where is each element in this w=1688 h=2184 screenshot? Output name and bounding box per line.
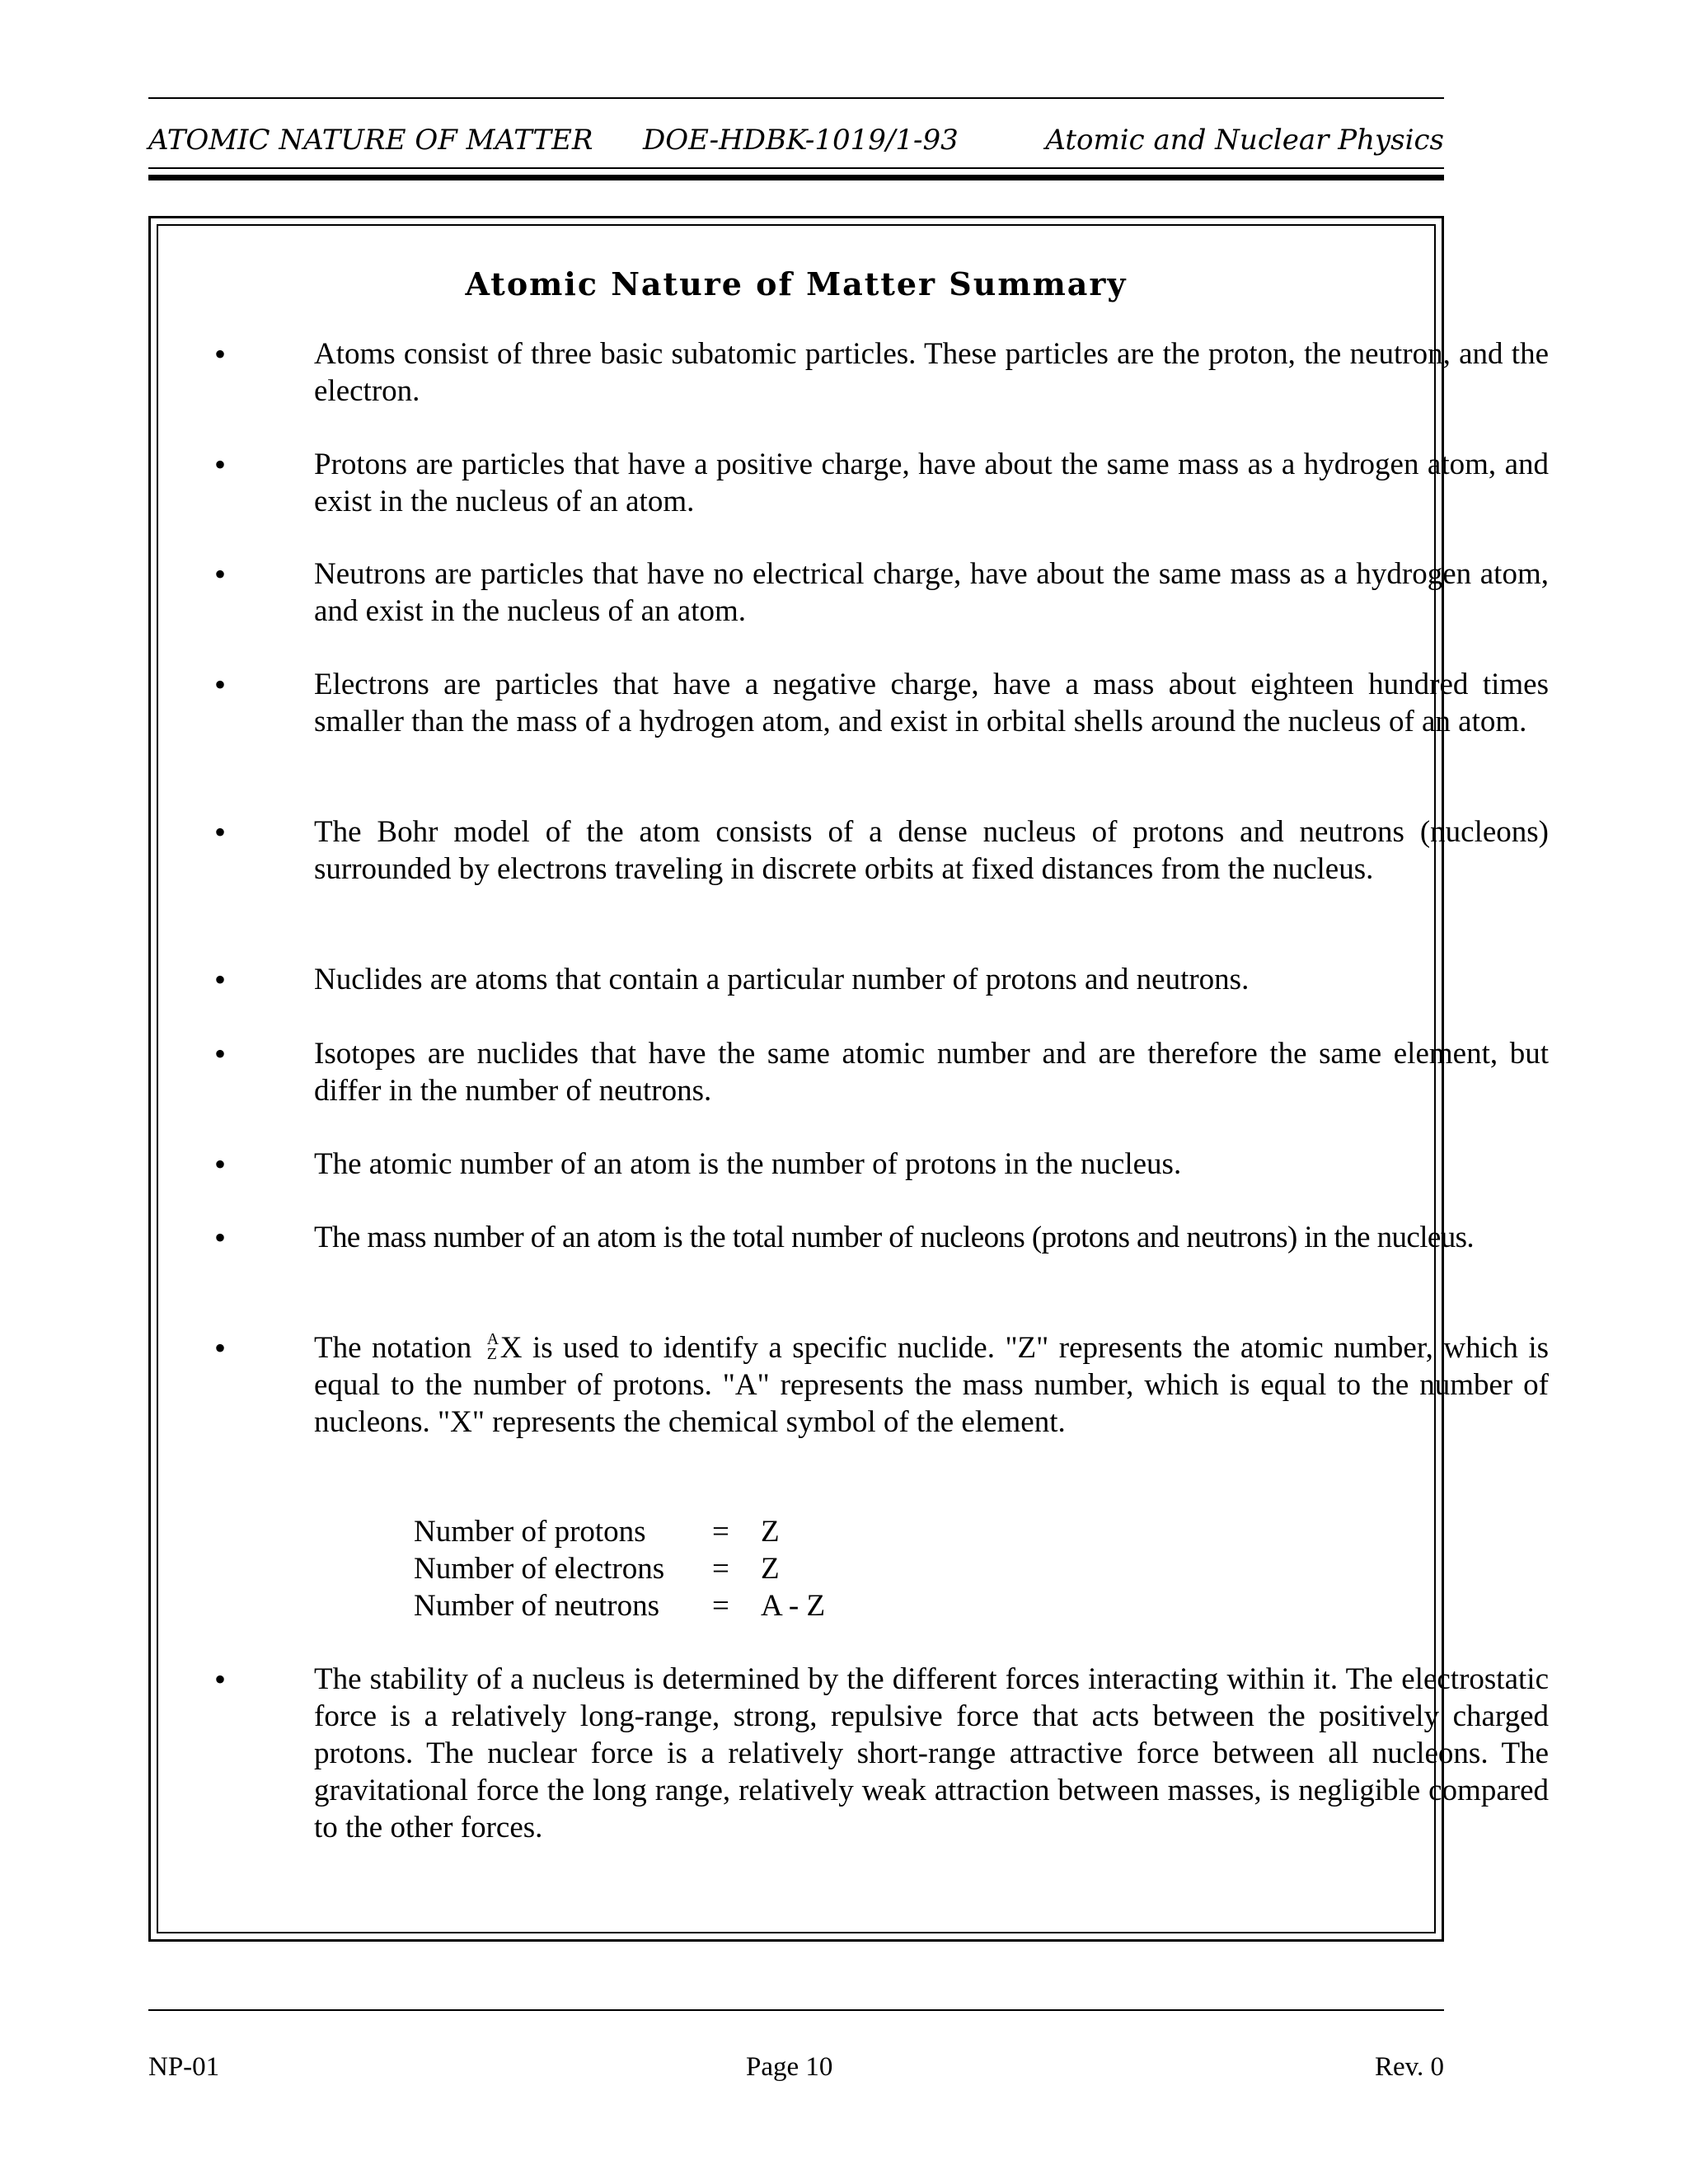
bullet-text: Electrons are particles that have a negative charge, have a mass about eighteen hundred times smaller than the mass of a hydrogen atom, and exist in orbital shells around the nucleus of an atom. — [314, 668, 1549, 738]
equation-label: Number of electrons — [414, 1552, 665, 1586]
running-header — [148, 124, 1444, 165]
bullet-icon: • — [214, 1329, 227, 1366]
bullet-text: The stability of a nucleus is determined by the different forces interacting within it. The electrostatic force is a relatively long-range, strong, repulsive force that acts between the positively charged protons. The nuclear force is a relatively short-range attractive force between all nucleons. The gravitational force the long range, relatively weak attraction between masses, is negligible compared to the other forces. — [314, 1662, 1549, 1844]
equation-label: Number of neutrons — [414, 1589, 659, 1623]
bullet-text: Neutrons are particles that have no electrical charge, have about the same mass as a hydrogen atom, and exist in the nucleus of an atom. — [314, 557, 1549, 628]
header-document-number: DOE-HDBK-1019/1-93 — [643, 124, 959, 157]
bullet-icon: • — [214, 335, 227, 373]
bullet-text: The atomic number of an atom is the number of protons in the nucleus. — [314, 1147, 1182, 1181]
bullet-text: The mass number of an atom is the total number of nucleons (protons and neutrons) in the nucleus. — [314, 1221, 1475, 1254]
bullet-icon: • — [214, 1661, 227, 1698]
bullet-text: Nuclides are atoms that contain a particular number of protons and neutrons. — [314, 963, 1250, 996]
notation-symbol: X — [499, 1331, 523, 1365]
footer-rule — [148, 2009, 1444, 2011]
equation-sign: = — [712, 1589, 729, 1623]
footer-module-code: NP-01 — [148, 2052, 220, 2082]
bullet-text: The Bohr model of the atom consists of a dense nucleus of protons and neutrons (nucleons) surrounded by electrons traveling in discrete orbits at fixed distances from the nucleus. — [314, 815, 1549, 886]
header-module-title: Atomic and Nuclear Physics — [1045, 124, 1444, 157]
equation-sign: = — [712, 1515, 729, 1549]
bullet-icon: • — [214, 813, 227, 851]
header-top-rule — [148, 97, 1444, 99]
bullet-text: Atoms consist of three basic subatomic particles. These particles are the proton, the neutron, and the electron. — [314, 337, 1549, 408]
equation-label: Number of protons — [414, 1515, 646, 1549]
notation-mass-number: A — [486, 1330, 499, 1348]
page-number: Page 10 — [746, 2052, 833, 2082]
bullet-icon: • — [214, 666, 227, 703]
running-footer — [148, 2052, 1444, 2089]
notation-after-text: is used to identify a specific nuclide. "Z" represents the atomic number, which is equal to the number of protons. "A" represents the mass number, which is equal to the number of nucleons. "X" represents the chemical symbol of the element. — [314, 1331, 1549, 1439]
header-bottom-rule-thin — [148, 167, 1444, 169]
bullet-icon: • — [214, 1219, 227, 1256]
bullet-icon: • — [214, 446, 227, 483]
equation-value: Z — [761, 1552, 780, 1586]
bullet-icon: • — [214, 1035, 227, 1072]
notation-before-text: The notation — [314, 1331, 482, 1365]
bullet-text-notation — [314, 1329, 1549, 1441]
footer-revision: Rev. 0 — [1374, 2052, 1444, 2082]
bullet-text: Protons are particles that have a positive charge, have about the same mass as a hydrogen atom, and exist in the nucleus of an atom. — [314, 448, 1549, 518]
equation-value: A - Z — [761, 1589, 826, 1623]
summary-box-inner-border — [157, 224, 1549, 1933]
bullet-icon: • — [214, 1146, 227, 1183]
nuclide-notation — [482, 1329, 500, 1366]
header-chapter-title: ATOMIC NATURE OF MATTER — [148, 124, 593, 157]
summary-box — [148, 216, 1549, 1942]
header-bottom-rule-thick — [148, 175, 1444, 180]
summary-title: Atomic Nature of Matter Summary — [465, 265, 1128, 302]
notation-atomic-number: Z — [486, 1345, 497, 1363]
bullet-icon: • — [214, 961, 227, 998]
bullet-icon: • — [214, 555, 227, 593]
equation-value: Z — [761, 1515, 780, 1549]
equation-sign: = — [712, 1552, 729, 1586]
bullet-text: Isotopes are nuclides that have the same atomic number and are therefore the same element, but differ in the number of neutrons. — [314, 1037, 1549, 1108]
